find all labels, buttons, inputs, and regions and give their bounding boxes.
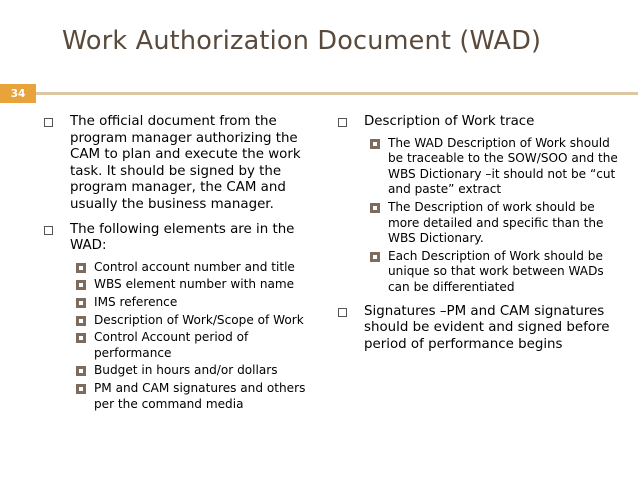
bullet-box-icon (338, 308, 347, 317)
sub-bullet (76, 277, 314, 293)
sub-bullet-square-icon (370, 203, 380, 213)
sub-bullet (76, 260, 314, 276)
sub-bullet-square-icon (370, 252, 380, 262)
bullet-text: The official document from the program manager authorizing the CAM to plan and execute the work task. It should be signed by the program manager, the CAM and usually the business manager. (70, 114, 301, 212)
sub-bullet-text: IMS reference (94, 294, 178, 309)
sub-bullet-text: Control Account period of performance (94, 330, 249, 360)
bullet-text: Signatures –PM and CAM signatures should be evident and signed before period of performance begins (364, 303, 610, 352)
sub-bullet-list (70, 260, 314, 412)
left-column (44, 114, 314, 420)
sub-bullet-square-icon (76, 298, 86, 308)
sub-bullet-text: Control account number and title (94, 259, 295, 274)
sub-bullet-square-icon (76, 263, 86, 273)
sub-bullet-text: Each Description of Work should be unique so that work between WADs can be differentiated (388, 248, 604, 294)
right-column (338, 114, 618, 361)
sub-bullet-square-icon (370, 139, 380, 149)
bullet-text: The following elements are in the WAD: (70, 221, 295, 254)
bullet-box-icon (44, 118, 53, 127)
sub-bullet (76, 313, 314, 329)
bullet-signatures (338, 304, 618, 354)
sub-bullet-text: PM and CAM signatures and others per the command media (94, 380, 306, 411)
sub-bullet (76, 363, 314, 379)
sub-bullet (370, 136, 618, 198)
bullet-official-document (44, 114, 314, 214)
sub-bullet-square-icon (76, 333, 86, 343)
title-divider (0, 92, 638, 95)
sub-bullet-text: Budget in hours and/or dollars (94, 363, 278, 378)
bullet-description-trace (338, 114, 618, 296)
sub-bullet (76, 295, 314, 311)
sub-bullet-square-icon (76, 384, 86, 394)
sub-bullet-text: WBS element number with name (94, 277, 295, 292)
sub-bullet-text: Description of Work/Scope of Work (94, 312, 304, 327)
sub-bullet (370, 249, 618, 296)
sub-bullet (76, 381, 314, 412)
sub-bullet-square-icon (76, 280, 86, 290)
slide-number-badge: 34 (0, 84, 36, 103)
sub-bullet (76, 330, 314, 361)
bullet-text: Description of Work trace (364, 114, 535, 129)
bullet-box-icon (338, 118, 347, 127)
slide-title: Work Authorization Document (WAD) (62, 26, 542, 56)
sub-bullet (370, 200, 618, 247)
bullet-following-elements (44, 222, 314, 413)
sub-bullet-text: The Description of work should be more detailed and specific than the WBS Dictionary. (388, 199, 604, 246)
bullet-box-icon (44, 226, 53, 235)
sub-bullet-square-icon (76, 366, 86, 376)
sub-bullet-list (364, 136, 618, 296)
sub-bullet-square-icon (76, 316, 86, 326)
sub-bullet-text: The WAD Description of Work should be traceable to the SOW/SOO and the WBS Dictionary –it should not be “cut and paste” extract (388, 135, 618, 197)
